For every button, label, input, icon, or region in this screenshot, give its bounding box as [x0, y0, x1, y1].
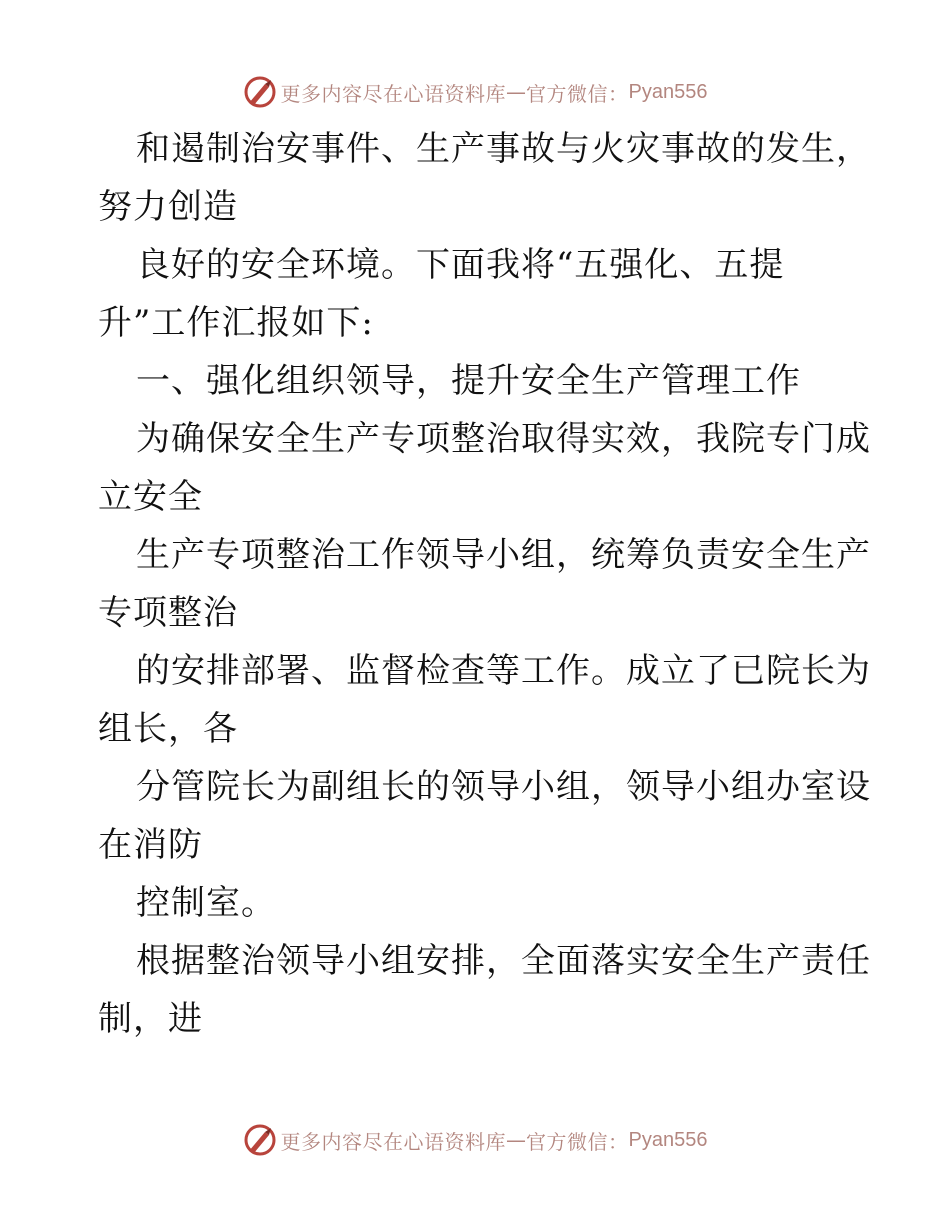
body-line: 良好的安全环境。下面我将“五强化、五提	[136, 245, 785, 285]
footer-banner	[0, 1120, 950, 1160]
body-line: 努力创造	[98, 187, 238, 227]
banner-wechat-label: 官方微信：	[526, 1129, 629, 1154]
body-line: 和遏制治安事件、生产事故与火灾事故的发生，	[136, 129, 871, 169]
pen-logo-icon	[243, 1123, 277, 1157]
body-line: 在消防	[98, 825, 203, 865]
banner-separator: —	[506, 1128, 527, 1152]
body-line: 生产专项整治工作领导小组，统筹负责安全生产	[136, 535, 871, 575]
body-line: 立安全	[98, 477, 203, 517]
banner-wechat-label: 官方微信：	[526, 81, 629, 106]
body-line: 专项整治	[98, 593, 238, 633]
banner-wechat-id: Pyan556	[628, 80, 708, 103]
body-line: 分管院长为副组长的领导小组，领导小组办室设	[136, 767, 871, 807]
banner-wechat-id: Pyan556	[628, 1128, 708, 1151]
section-heading: 一、强化组织领导，提升安全生产管理工作	[136, 361, 801, 401]
banner-separator: —	[506, 80, 527, 104]
body-line: 为确保安全生产专项整治取得实效，我院专门成	[136, 419, 871, 459]
body-line: 根据整治领导小组安排，全面落实安全生产责任	[136, 941, 871, 981]
banner-text: 更多内容尽在心语资料库	[280, 1129, 507, 1154]
body-line: 控制室。	[136, 883, 276, 923]
body-line: 升”工作汇报如下:	[98, 303, 374, 343]
header-banner	[0, 72, 950, 112]
body-line: 的安排部署、监督检查等工作。成立了已院长为	[136, 651, 871, 691]
document-body	[98, 120, 871, 1048]
pen-logo-icon	[243, 75, 277, 109]
banner-text: 更多内容尽在心语资料库	[280, 81, 507, 106]
body-line: 组长，各	[98, 709, 238, 749]
body-line: 制，进	[98, 999, 203, 1039]
